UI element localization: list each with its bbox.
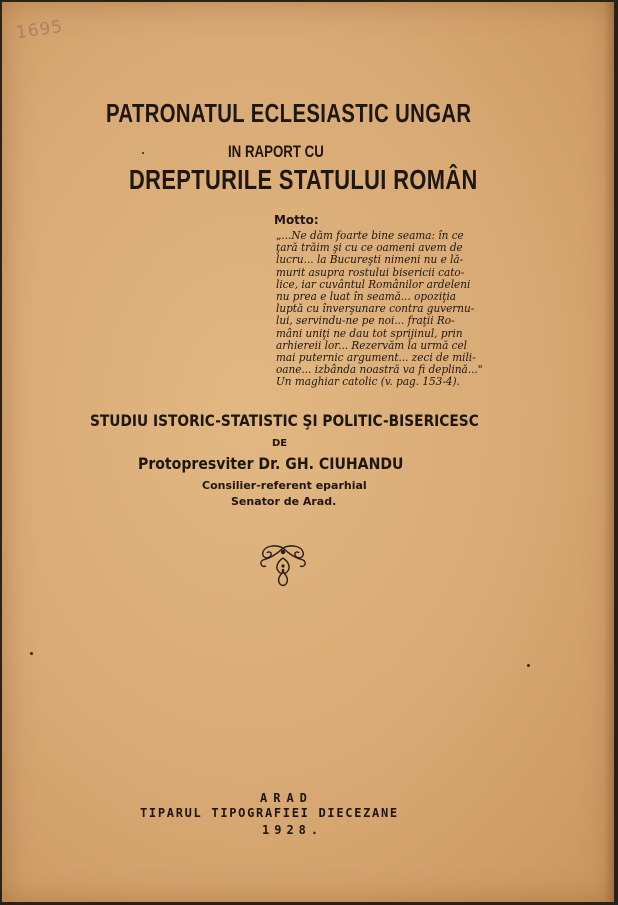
motto-line: luptă cu înverşunare contra guvernu- [276,302,475,316]
author-name: Protopresviter Dr. GH. CIUHANDU [138,454,404,473]
paper-speck [30,652,33,655]
motto-line: oane... izbânda noastră va fi deplină..." [276,363,483,377]
imprint-printer: TIPARUL TIPOGRAFIEI DIECEZANE [140,806,399,820]
motto-line: lice, iar cuvântul Românilor ardeleni [276,277,471,291]
motto-line: murit asupra rostului bisericii cato- [276,265,465,279]
paper-speck [527,664,530,667]
handwritten-note: 1695 [14,16,65,44]
title-line-2: IN RAPORT CU [228,142,324,161]
fleuron-ornament [257,542,309,588]
book-cover [2,2,614,902]
title-line-3: DREPTURILE STATULUI ROMÂN [129,164,478,195]
motto-line: ţară trăim şi cu ce oameni avem de [276,241,463,255]
by-label: DE [272,438,288,449]
motto-quote [276,230,496,389]
author-role-2: Senator de Arad. [231,495,337,508]
motto-attribution: Un maghiar catolic (v. pag. 153-4). [276,375,460,389]
subtitle: STUDIU ISTORIC-STATISTIC ŞI POLITIC-BISERICESC [90,411,479,430]
motto-line: lucru... la Bucureşti nimeni nu e lă- [276,253,464,267]
paper-speck [142,152,144,154]
motto-line: mai puternic argument... zeci de mili- [276,351,476,365]
motto-line: arhiereii lor... Rezervăm la urmă cel [276,338,468,352]
imprint-city: ARAD [260,791,313,805]
motto-line: mâni uniţi ne dau tot sprijinul, prin [276,326,463,340]
motto-label: Motto: [274,213,319,227]
page-edge-shadow [604,2,614,902]
title-line-1: PATRONATUL ECLESIASTIC UNGAR [106,98,472,128]
imprint-year: 1928. [262,823,324,837]
motto-line: „...Ne dăm foarte bine seama: în ce [276,229,464,242]
author-role-1: Consilier-referent eparhial [202,479,367,492]
motto-line: lui, servindu-ne pe noi... fraţii Ro- [276,314,455,328]
motto-line: nu prea e luat în seamă... opoziţia [276,290,457,304]
